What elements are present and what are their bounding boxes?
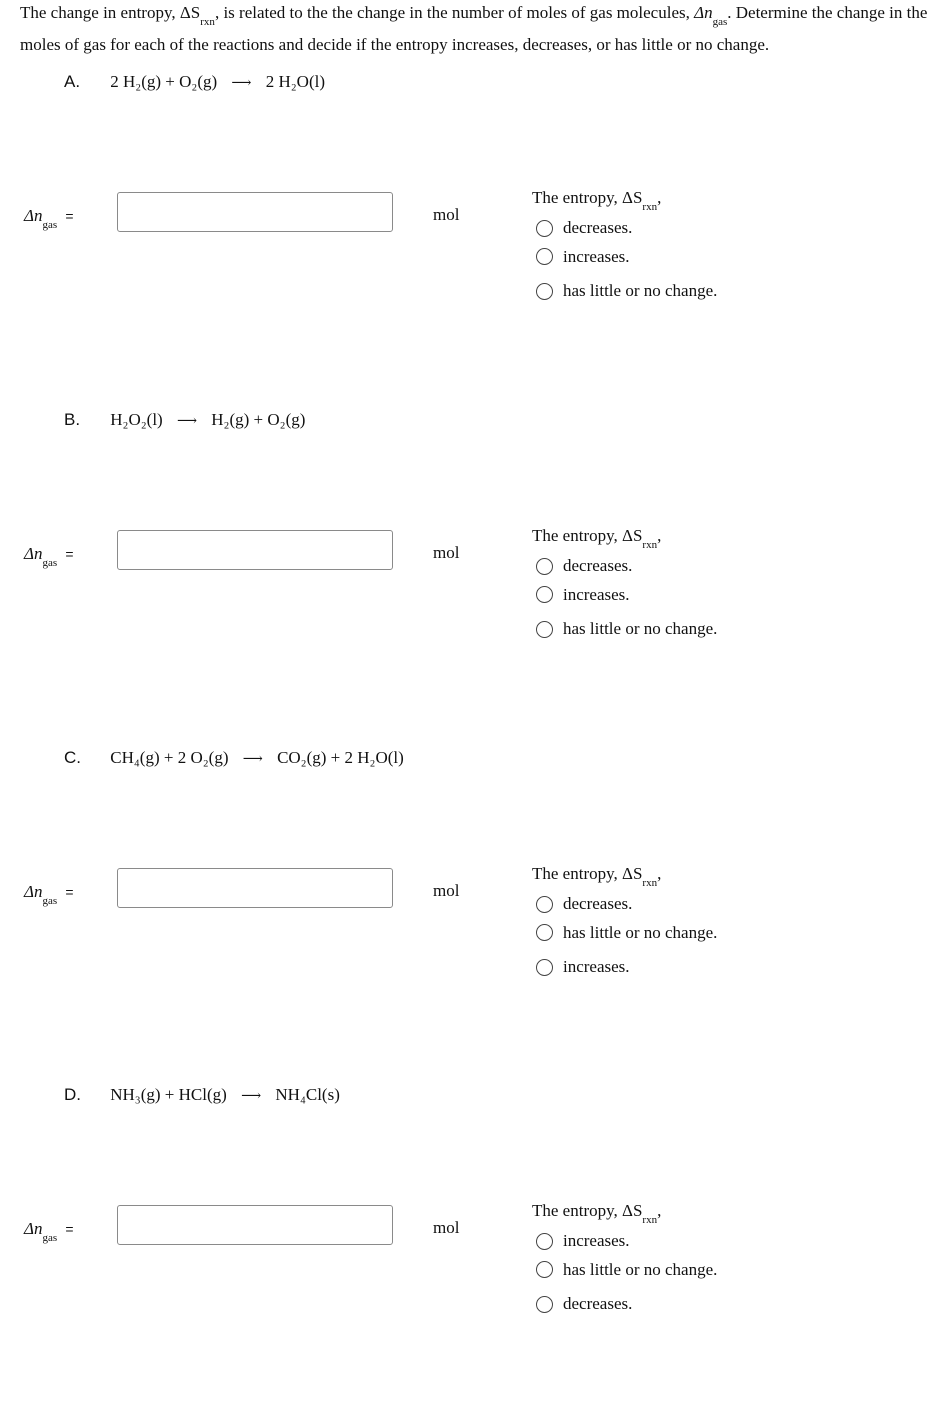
reactants: NH₃(g) + HCl(g) — [110, 1085, 227, 1104]
radio-button[interactable] — [536, 558, 553, 575]
radio-button[interactable] — [536, 1233, 553, 1250]
option-increases[interactable]: increases. — [532, 1230, 932, 1252]
radio-button[interactable] — [536, 959, 553, 976]
option-decreases[interactable]: decreases. — [532, 893, 932, 915]
delta-n-gas-label: $\Delta n_{gas}$ = — [24, 206, 74, 232]
option-decreases[interactable]: decreases. — [532, 217, 932, 239]
reaction-equation — [64, 1085, 340, 1105]
unit-label: mol — [433, 1218, 460, 1237]
problem-letter: B. — [64, 410, 81, 429]
delta-n-gas-label: $\Delta n_{gas}$ = — [24, 544, 74, 570]
radio-button[interactable] — [536, 896, 553, 913]
problem-letter: C. — [64, 748, 81, 767]
intro-text-2: , is related to the the change in the number of moles of gas molecules, — [214, 3, 695, 22]
entropy-header: The entropy, $\Delta S_{rxn}$, — [532, 188, 662, 214]
entropy-options — [532, 187, 932, 308]
unit-label: mol — [433, 205, 460, 224]
option-decreases[interactable]: decreases. — [532, 555, 932, 577]
reaction-arrow: ⟶ — [231, 76, 252, 91]
entropy-options — [532, 863, 932, 984]
radio-button[interactable] — [536, 283, 553, 300]
delta-n-gas-label: $\Delta n_{gas}$ = — [24, 1219, 74, 1245]
delta-n-answer-input[interactable] — [117, 1205, 393, 1245]
reactants: H₂O₂(l) — [110, 410, 163, 429]
entropy-header: The entropy, $\Delta S_{rxn}$, — [532, 1201, 662, 1227]
delta-n-answer-input[interactable] — [117, 192, 393, 232]
problem-letter: D. — [64, 1085, 81, 1104]
products: H₂(g) + O₂(g) — [211, 410, 306, 429]
delta-n-gas-label: $\Delta n_{gas}$ = — [24, 882, 74, 908]
entropy-header: The entropy, $\Delta S_{rxn}$, — [532, 864, 662, 890]
intro-text-1: The change in entropy, — [20, 3, 180, 22]
radio-button[interactable] — [536, 924, 553, 941]
radio-button[interactable] — [536, 621, 553, 638]
option-little-or-no-change[interactable]: has little or no change. — [532, 274, 932, 309]
delta-n-answer-input[interactable] — [117, 868, 393, 908]
products: NH₄Cl(s) — [275, 1085, 340, 1104]
radio-button[interactable] — [536, 248, 553, 265]
delta-n-answer-input[interactable] — [117, 530, 393, 570]
reaction-arrow: ⟶ — [242, 752, 263, 767]
option-little-or-no-change[interactable]: has little or no change. — [532, 1252, 932, 1287]
radio-button[interactable] — [536, 1296, 553, 1313]
reaction-equation — [64, 748, 404, 768]
reactants: 2 H₂(g) + O₂(g) — [110, 72, 218, 91]
reaction-equation — [64, 72, 325, 92]
delta-n-symbol: Δn — [694, 3, 713, 22]
problem-letter: A. — [64, 72, 81, 91]
unit-label: mol — [433, 543, 460, 562]
option-little-or-no-change[interactable]: has little or no change. — [532, 612, 932, 647]
unit-label: mol — [433, 881, 460, 900]
radio-button[interactable] — [536, 220, 553, 237]
reaction-equation — [64, 410, 305, 430]
problem-b — [0, 410, 946, 748]
rxn-subscript: rxn — [200, 16, 215, 29]
option-decreases[interactable]: decreases. — [532, 1287, 932, 1322]
reaction-arrow: ⟶ — [176, 414, 198, 429]
radio-button[interactable] — [536, 1261, 553, 1278]
problem-a — [0, 72, 946, 410]
entropy-options — [532, 525, 932, 646]
radio-button[interactable] — [536, 586, 553, 603]
intro-text-3: . Determine the change in the moles of gas for each of the reactions and decide if the entropy increases, decreases, or has little or no change. — [20, 3, 928, 55]
products: CO₂(g) + 2 H₂O(l) — [277, 748, 404, 767]
problem-d — [0, 1085, 946, 1423]
entropy-header: The entropy, $\Delta S_{rxn}$, — [532, 526, 662, 552]
option-increases[interactable]: increases. — [532, 577, 932, 612]
instructions-text — [20, 0, 944, 58]
reaction-arrow: ⟶ — [241, 1089, 262, 1104]
option-increases[interactable]: increases. — [532, 950, 932, 985]
option-increases[interactable]: increases. — [532, 239, 932, 274]
problem-c — [0, 748, 946, 1086]
delta-s-symbol: ΔS — [179, 3, 201, 22]
option-little-or-no-change[interactable]: has little or no change. — [532, 915, 932, 950]
reactants: CH₄(g) + 2 O₂(g) — [110, 748, 229, 767]
gas-subscript: gas — [712, 16, 728, 29]
products: 2 H₂O(l) — [265, 72, 325, 91]
entropy-options — [532, 1200, 932, 1321]
